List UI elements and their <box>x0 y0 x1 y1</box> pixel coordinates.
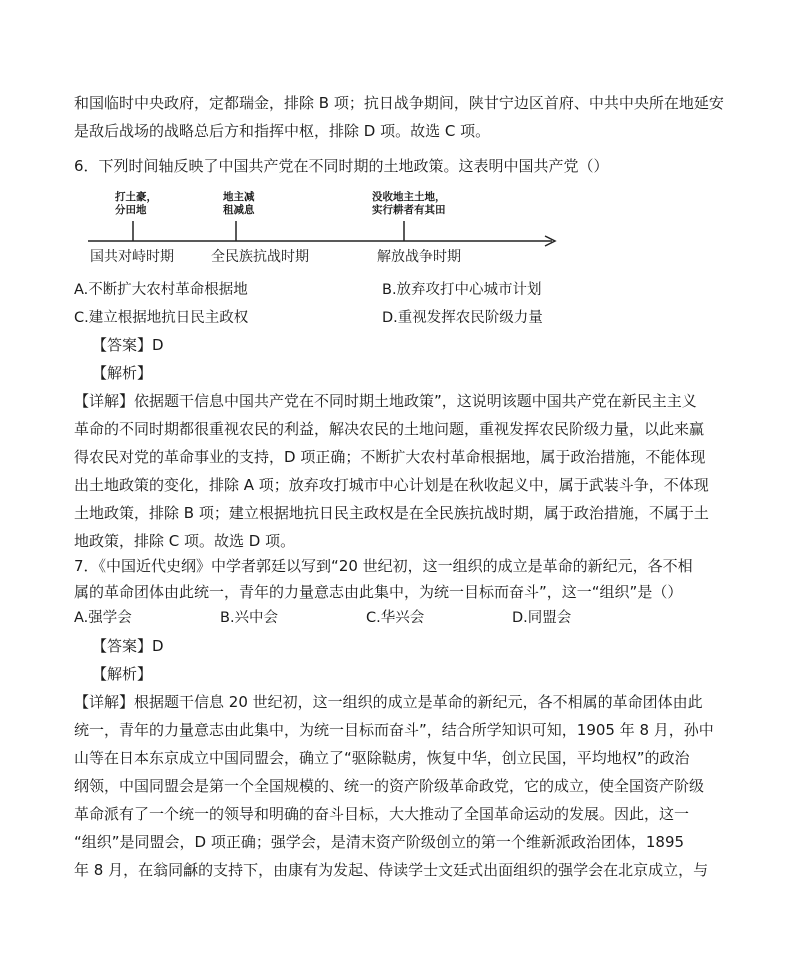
option-a: A.不断扩大农村革命根据地 <box>74 282 248 298</box>
option-b: B.放弃攻打中心城市计划 <box>382 282 542 298</box>
detail-line: 出土地政策的变化，排除 A 项；放弃攻打城市中心计划是在秋收起义中，属于武装斗争，不体现 <box>74 476 709 494</box>
question-7-stem: 7．《中国近代史纲》中学者郭廷以写到“20 世纪初，这一组织的成立是革命的新纪元，各不相 <box>74 557 693 575</box>
option-b: B.兴中会 <box>220 610 279 626</box>
timeline-policy-3: 没收地主土地， 实行耕者有其田 <box>372 191 446 216</box>
option-c: C.建立根据地抗日民主政权 <box>74 310 249 326</box>
detail-line: 地政策，排除 C 项。故选 D 项。 <box>74 532 296 550</box>
option-c: C.华兴会 <box>366 610 425 626</box>
question-6-stem: 6．下列时间轴反映了中国共产党在不同时期的土地政策。这表明中国共产党（） <box>74 157 609 175</box>
detail-line: 纲领，中国同盟会是第一个全国规模的、统一的资产阶级革命政党，它的成立，使全国资产阶级 <box>74 777 705 795</box>
question-7-stem: 属的革命团体由此统一，青年的力量意志由此集中，为统一目标而奋斗”，这一“组织”是（） <box>74 583 683 601</box>
text-line: 是敌后战场的战略总后方和指挥中枢，排除 D 项。故选 C 项。 <box>74 122 491 140</box>
detail-line: 革命派有了一个统一的领导和明确的奋斗目标，大大推动了全国革命运动的发展。因此，这一 <box>74 805 690 823</box>
answer-label: 【答案】D <box>92 336 164 354</box>
timeline-period-2: 全民族抗战时期 <box>211 249 309 265</box>
analysis-label: 【解析】 <box>92 364 153 382</box>
option-d: D.重视发挥农民阶级力量 <box>382 310 543 326</box>
option-d: D.同盟会 <box>512 610 572 626</box>
answer-label: 【答案】D <box>92 637 164 655</box>
detail-line: 山等在日本东京成立中国同盟会，确立了“驱除鞑虏，恢复中华，创立民国，平均地权”的政治 <box>74 749 690 767</box>
timeline-diagram <box>0 0 793 280</box>
analysis-label: 【解析】 <box>92 665 153 683</box>
timeline-policy-1: 打土豪， 分田地 <box>115 191 157 216</box>
option-a: A.强学会 <box>74 610 132 626</box>
timeline-period-1: 国共对峙时期 <box>90 249 174 265</box>
detail-line: 年 8 月，在翁同龢的支持下，由康有为发起、侍读学士文廷式出面组织的强学会在北京成立，与 <box>74 861 709 879</box>
detail-line: 【详解】依据题干信息中国共产党在不同时期土地政策”，这说明该题中国共产党在新民主主义 <box>74 392 697 410</box>
detail-line: 统一，青年的力量意志由此集中，为统一目标而奋斗”，结合所学知识可知，1905 年 8 月，孙中 <box>74 721 714 739</box>
timeline-policy-2: 地主减 租减息 <box>223 191 255 216</box>
detail-line: “组织”是同盟会，D 项正确；强学会，是清末资产阶级创立的第一个维新派政治团体，1895 <box>74 833 685 851</box>
timeline-period-3: 解放战争时期 <box>377 249 461 265</box>
detail-line: 【详解】根据题干信息 20 世纪初，这一组织的成立是革命的新纪元，各不相属的革命团体由此 <box>74 693 703 711</box>
detail-line: 得农民对党的革命事业的支持，D 项正确；不断扩大农村革命根据地，属于政治措施，不能体现 <box>74 448 706 466</box>
detail-line: 土地政策，排除 B 项；建立根据地抗日民主政权是在全民族抗战时期，属于政治措施，不属于土 <box>74 504 709 522</box>
text-line: 和国临时中央政府，定都瑞金，排除 B 项；抗日战争期间，陕甘宁边区首府、中共中央所在地延安 <box>74 94 724 112</box>
detail-line: 革命的不同时期都很重视农民的利益，解决农民的土地问题，重视发挥农民阶级力量，以此来赢 <box>74 420 705 438</box>
